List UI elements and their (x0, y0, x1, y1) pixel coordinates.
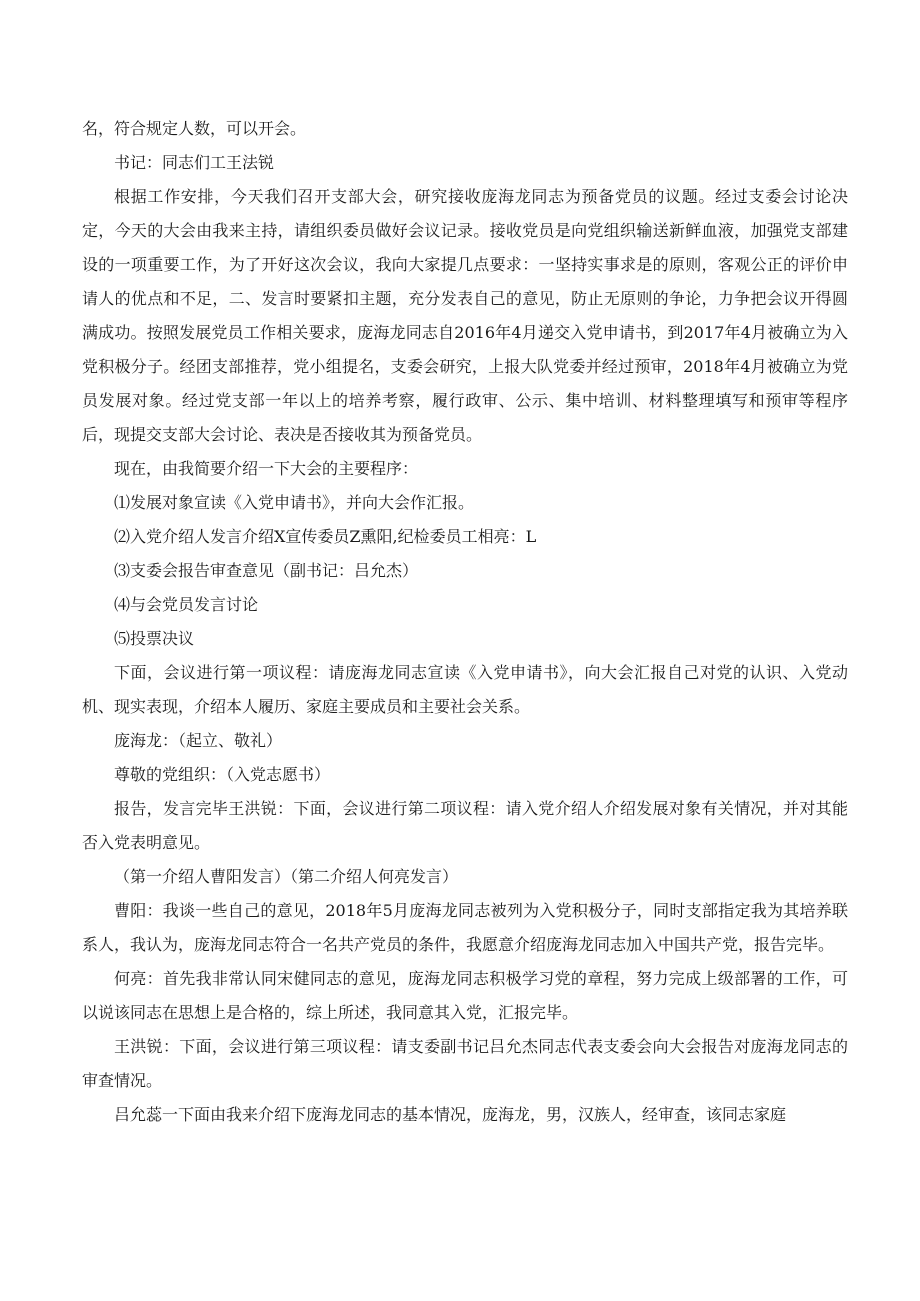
procedure-item-3: ⑶支委会报告审查意见（副书记：吕允杰） (114, 561, 419, 580)
paragraph-application-letter: 尊敬的党组织：（入党志愿书） (114, 765, 331, 784)
paragraph-opening-speech: 根据工作安排，今天我们召开支部大会，研究接收庞海龙同志为预备党员的议题。经过支委会讨论决定，今天的大会由我来主持，请组织委员做好会议记录。接收党员是向党组织输送新鲜血液，加强党支部建设的一项重要工作，为了开好这次会议，我向大家提几点要求：一坚持实事求是的原则，客观公正的评价申请人的优点和不足，二、发言时要紧扣主题，充分发表自己的意见，防止无原则的争论，力争把会议开得圆满成功。按照发展党员工作相关要求，庞海龙同志自2016年4月递交入党申请书，到2017年4月被确立为入党积极分子。经团支部推荐，党小组提名，支委会研究，上报大队党委并经过预审，2018年4月被确立为党员发展对象。经过党支部一年以上的培养考察，履行政审、公示、集中培训、材料整理填写和预审等程序后，现提交支部大会讨论、表决是否接收其为预备党员。 (82, 187, 848, 444)
paragraph-agenda-1: 下面，会议进行第一项议程：请庞海龙同志宣读《入党申请书》，向大会汇报自己对党的认识、入党动机、现实表现，介绍本人履历、家庭主要成员和主要社会关系。 (82, 663, 848, 716)
paragraph-caoyang-speech: 曹阳：我谈一些自己的意见，2018年5月庞海龙同志被列为入党积极分子，同时支部指定我为其培养联系人，我认为，庞海龙同志符合一名共产党员的条件，我愿意介绍庞海龙同志加入中国共产党，报告完毕。 (82, 901, 848, 954)
procedure-item-4: ⑷与会党员发言讨论 (114, 595, 259, 614)
procedure-item-1: ⑴发展对象宣读《入党申请书》，并向大会作汇报。 (114, 493, 475, 512)
paragraph-applicant-stands: 庞海龙：（起立、敬礼） (114, 731, 283, 750)
paragraph-quorum: 名，符合规定人数，可以开会。 (82, 119, 307, 138)
procedure-item-2: ⑵入党介绍人发言介绍X宣传委员Z熏阳,纪检委员工相亮：L (114, 527, 537, 546)
paragraph-agenda-2: 报告，发言完毕王洪锐：下面，会议进行第二项议程：请入党介绍人介绍发展对象有关情况，并对其能否入党表明意见。 (82, 799, 848, 852)
document-body (82, 112, 848, 1132)
paragraph-secretary: 书记：同志们工王法锐 (114, 153, 275, 172)
procedure-item-5: ⑸投票决议 (114, 629, 195, 648)
paragraph-introducers: （第一介绍人曹阳发言）（第二介绍人何亮发言） (114, 867, 459, 886)
paragraph-review-report: 吕允蕊一下面由我来介绍下庞海龙同志的基本情况，庞海龙，男，汉族人，经审查，该同志家庭 (114, 1105, 787, 1124)
paragraph-agenda-3: 王洪锐：下面，会议进行第三项议程：请支委副书记吕允杰同志代表支委会向大会报告对庞海龙同志的审查情况。 (82, 1037, 848, 1090)
paragraph-heliang-speech: 何亮：首先我非常认同宋健同志的意见，庞海龙同志积极学习党的章程，努力完成上级部署的工作，可以说该同志在思想上是合格的，综上所述，我同意其入党，汇报完毕。 (82, 969, 848, 1022)
paragraph-procedure-intro: 现在，由我简要介绍一下大会的主要程序： (114, 459, 419, 478)
